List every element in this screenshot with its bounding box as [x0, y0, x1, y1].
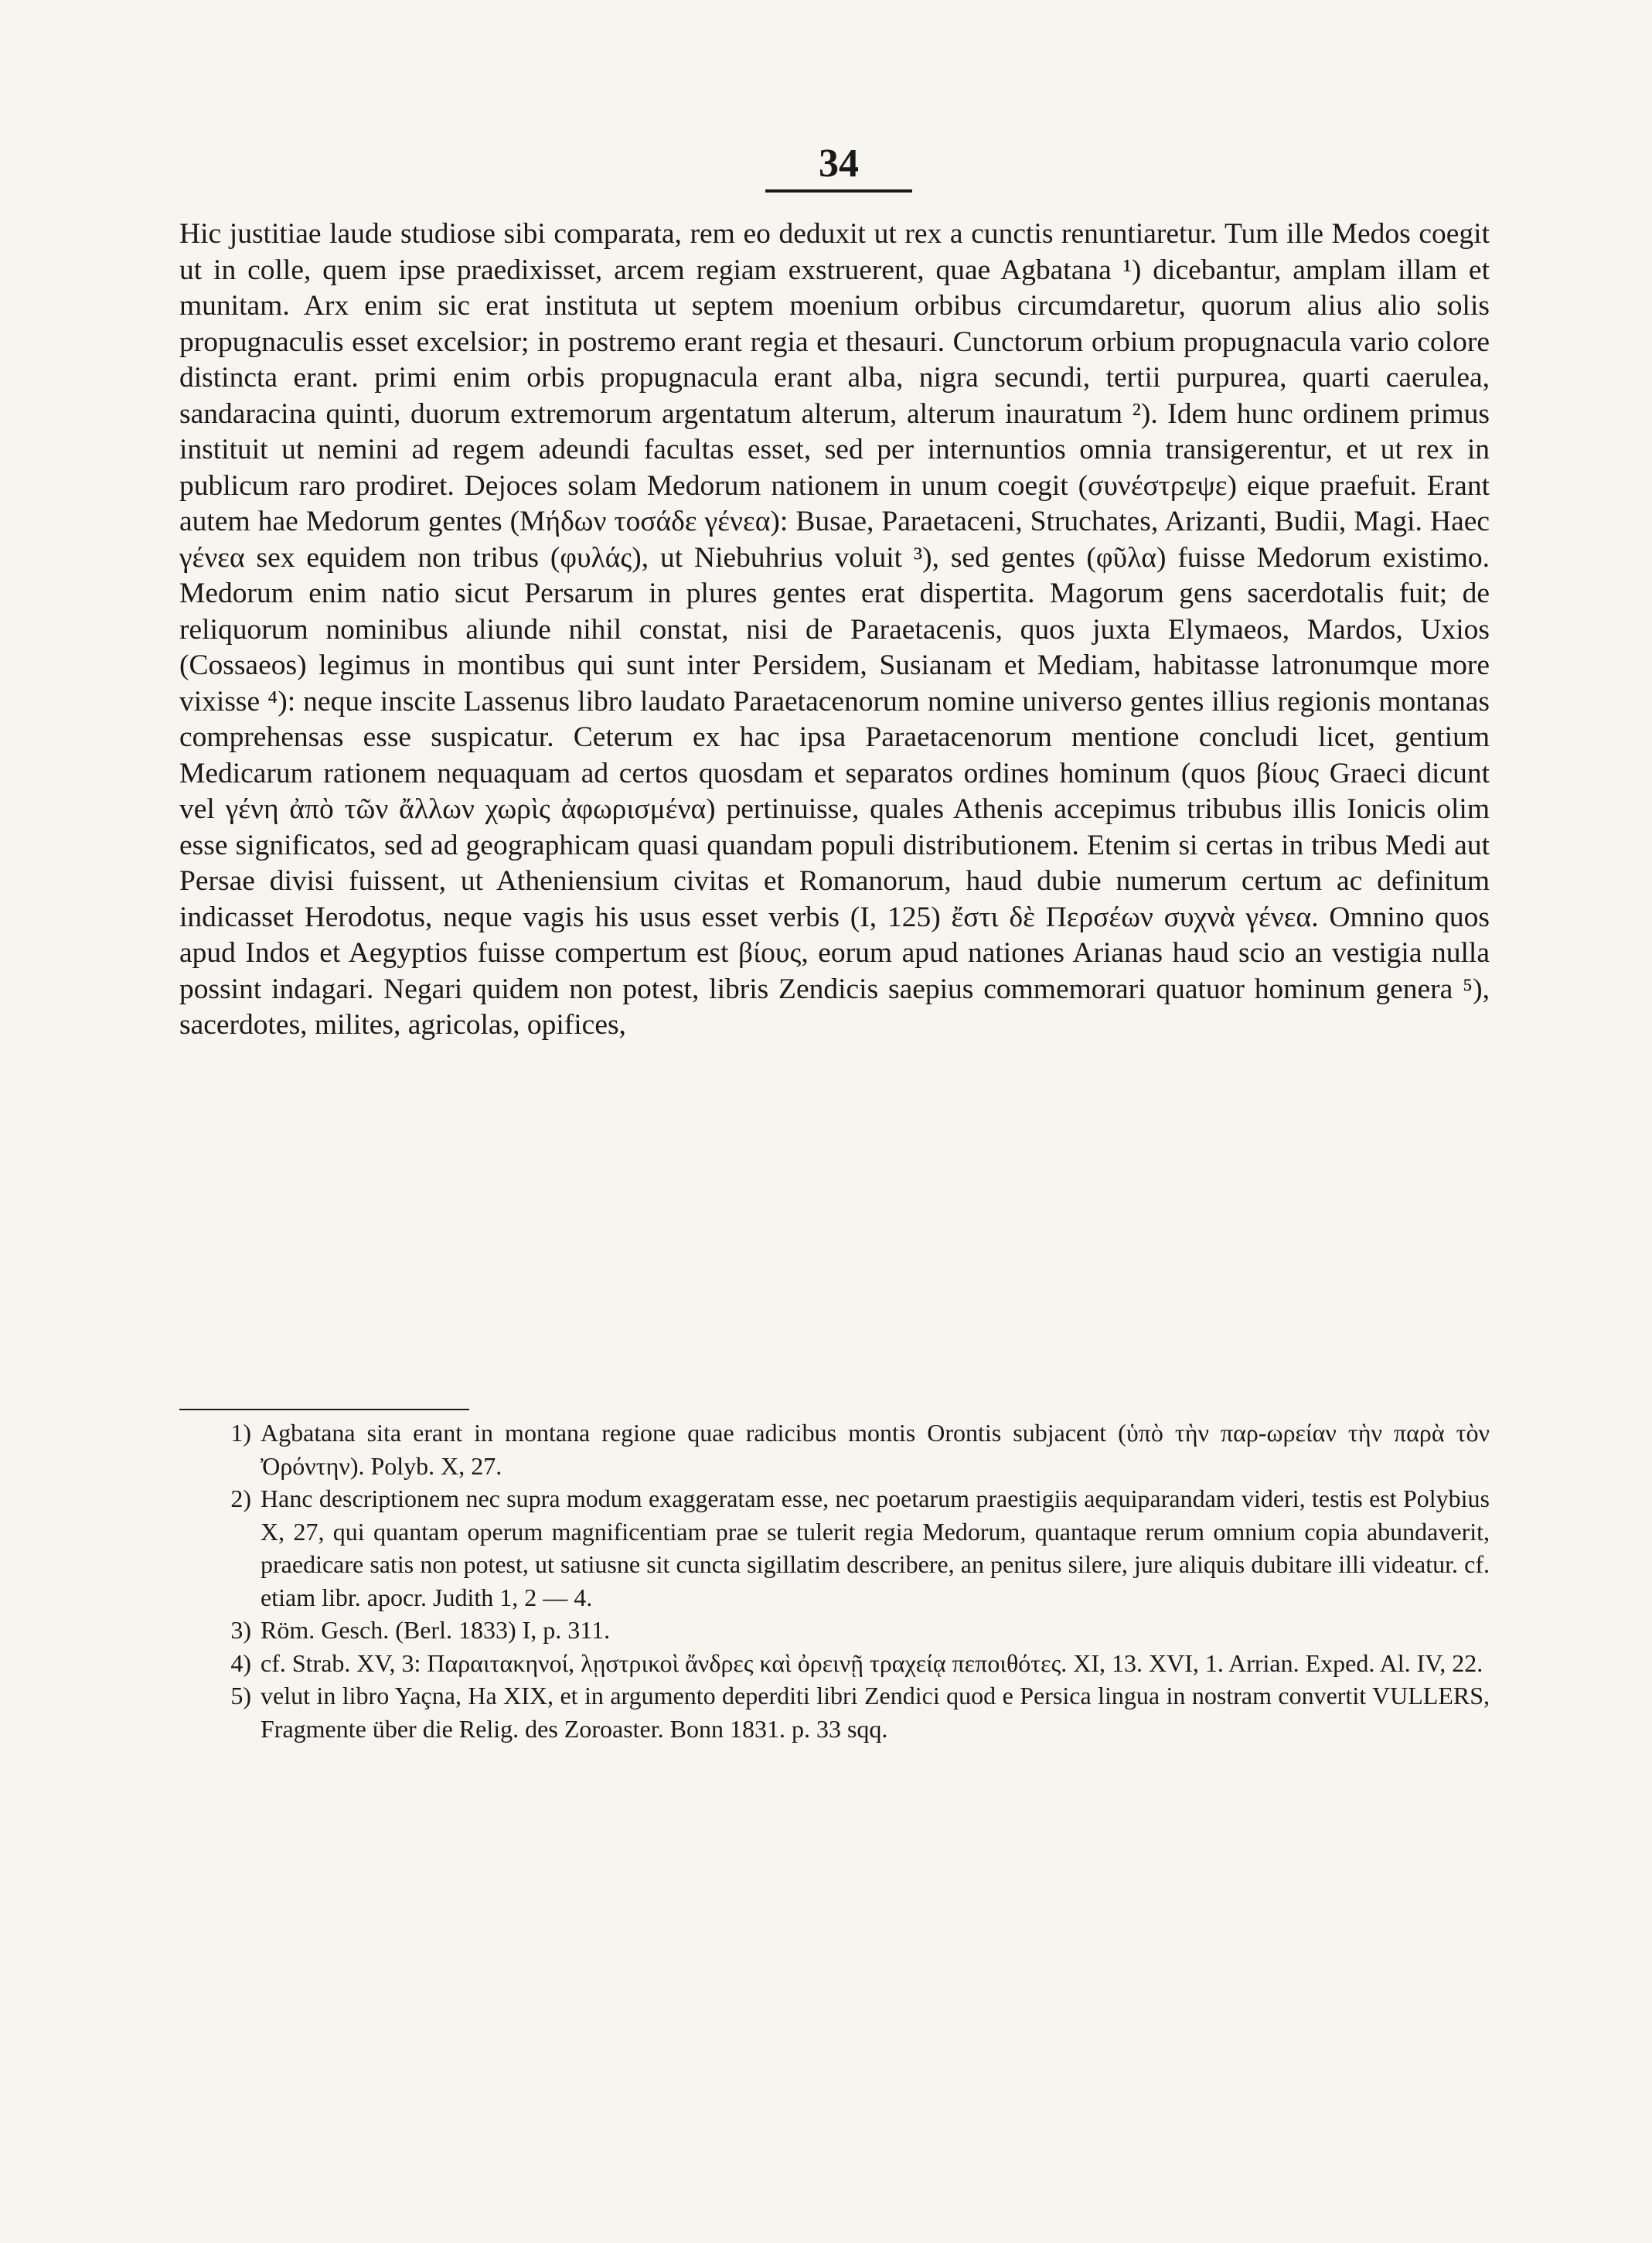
main-paragraph: Hic justitiae laude studiose sibi comparata, rem eo deduxit ut rex a cunctis renuntiaretur. Tum ille Medos coegit ut in colle, quem ipse praedixisset, arcem regiam exstruerent, quae Agbatana ¹) dicebantur, amplam illam et munitam. Arx enim sic erat instituta ut septem moenium orbibus circumdaretur, quorum alius alio solis propugnaculis esset excelsior; in postremo erant regia et thesauri. Cunctorum orbium propugnacula vario colore distincta erant. primi enim orbis propugnacula erant alba, nigra secundi, tertii purpurea, quarti caerulea, sandaracina quinti, duorum extremorum argentatum alterum, alterum inauratum ²). Idem hunc ordinem primus instituit ut nemini ad regem adeundi facultas esset, sed per internuntios omnia transigerentur, et ut rex in publicum raro prodiret. Dejoces solam Medorum nationem in unum coegit (συνέστρεψε) eique praefuit. Erant autem hae Medorum gentes (Μήδων τοσάδε γένεα): Busae, Paraetaceni, Struchates, Arizanti, Budii, Magi. Haec γένεα sex equidem non tribus (φυλάς), ut Niebuhrius voluit ³), sed gentes (φῦλα) fuisse Medorum existimo. Medorum enim natio sicut Persarum in plures gentes erat dispertita. Magorum gens sacerdotalis fuit; de reliquorum nominibus aliunde nihil constat, nisi de Paraetacenis, quos juxta Elymaeos, Mardos, Uxios (Cossaeos) legimus in montibus qui sunt inter Persidem, Susianam et Mediam, habitasse latronumque more vixisse ⁴): neque inscite Lassenus libro laudato Paraetacenorum nomine universo gentes illius regionis montanas comprehensas esse suspicatur. Ceterum ex hac ipsa Paraetacenorum mentione concludi licet, gentium Medicarum rationem nequaquam ad certos quosdam et separatos ordines hominum (quos βίους Graeci dicunt vel γένη ἀπὸ τῶν ἄλλων χωρὶς ἀφωρισμένα) pertinuisse, quales Athenis accepimus tribubus illis Ionicis olim esse significatos, sed ad geographicam quasi quandam populi distributionem. Etenim si certas in tribus Medi aut Persae divisi fuissent, ut Atheniensium civitas et Romanorum, haud dubie numerum certum ac definitum indicasset Herodotus, neque vagis his usus esset verbis (I, 125) ἔστι δὲ Περσέων συχνὰ γένεα. Omnino quos apud Indos et Aegyptios fuisse compertum est βίους, eorum apud nationes Arianas haud scio an vestigia nulla possint indagari. Negari quidem non potest, libris Zendicis saepius commemorari quatuor hominum genera ⁵), sacerdotes, milites, agricolas, opifices, — [179, 218, 1490, 1041]
footnote-text: velut in libro Yaçna, Ha XIX, et in argumento deperditi libri Zendici quod e Persica lingua in nostram convertit VULLERS, Fragmente über die Relig. des Zoroaster. Bonn 1831. p. 33 sqq. — [261, 1682, 1490, 1743]
footnote-text: Hanc descriptionem nec supra modum exaggeratam esse, nec poetarum praestigiis aequiparandam videri, testis est Polybius X, 27, qui quantam operum magnificentiam prae se tulerit regia Medorum, quantaque rerum omnium copia abundaverit, praedicare satis non potest, ut satiusne sit cuncta sigillatim describere, an penitus silere, jure aliquis dubitare illi videatur. cf. etiam libr. apocr. Judith 1, 2 — 4. — [261, 1485, 1490, 1611]
footnote-3 — [179, 1614, 1490, 1647]
footnote-1 — [179, 1416, 1490, 1482]
footnote-text: cf. Strab. XV, 3: Παραιτακηνοί, λῃστρικοὶ ἄνδρες καὶ ὀρεινῇ τραχείᾳ πεποιθότες. XI, 13. XVI, 1. Arrian. Exped. Al. IV, 22. — [261, 1648, 1483, 1677]
footnote-mark: 2) — [230, 1485, 251, 1512]
footnote-5 — [179, 1679, 1490, 1745]
footnote-mark: 1) — [230, 1419, 251, 1447]
page-number: 34 — [819, 141, 859, 186]
footnote-mark: 5) — [230, 1682, 251, 1710]
footnote-text: Röm. Gesch. (Berl. 1833) I, p. 311. — [261, 1616, 611, 1644]
footnote-separator — [179, 1409, 469, 1410]
footnote-4 — [179, 1647, 1490, 1680]
footnote-2 — [179, 1482, 1490, 1614]
footnote-mark: 4) — [230, 1648, 251, 1677]
footnote-text: Agbatana sita erant in montana regione quae radicibus montis Orontis subjacent (ὑπὸ τὴν παρ-ωρείαν τὴν παρὰ τὸν Ὀρόντην). Polyb. X, 27. — [261, 1419, 1490, 1480]
page-number-rule — [765, 189, 912, 193]
main-text — [179, 216, 1490, 1044]
footnotes — [179, 1416, 1490, 1745]
footnote-mark: 3) — [230, 1616, 251, 1644]
